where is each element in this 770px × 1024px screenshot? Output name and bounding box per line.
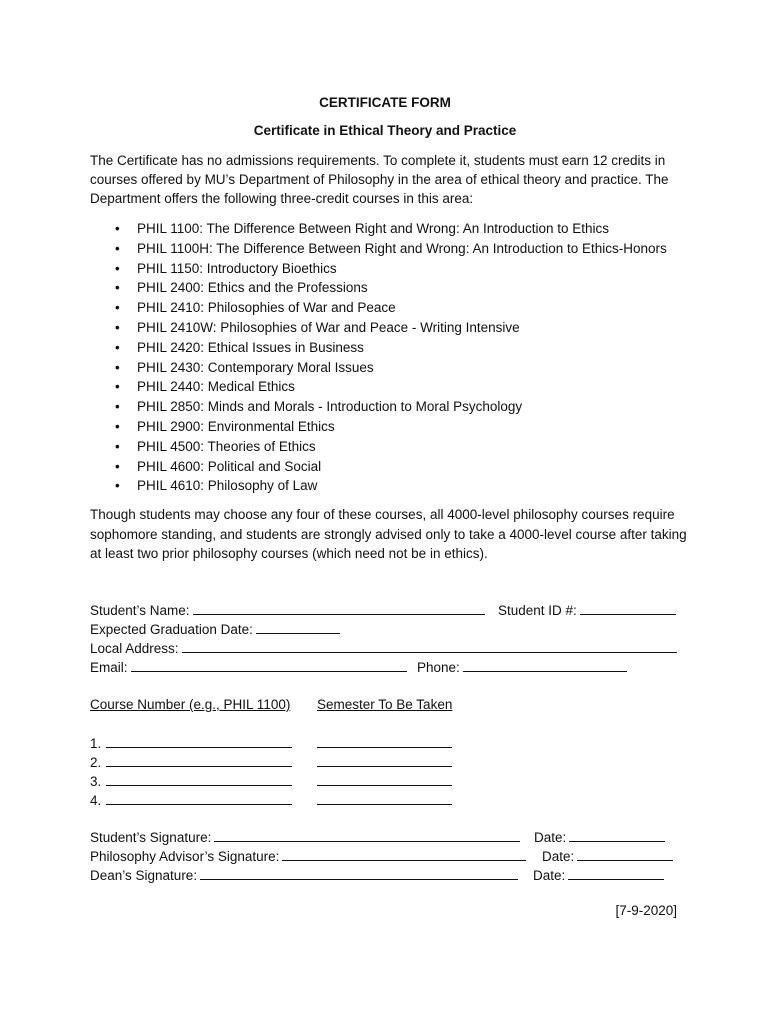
semester-field[interactable] [317, 752, 452, 767]
list-item [115, 437, 667, 457]
date-label: Date: [534, 830, 567, 845]
local-address-row [90, 638, 677, 657]
bullet-icon: • [115, 339, 120, 355]
list-item [115, 278, 667, 298]
date-label: Date: [542, 849, 575, 864]
form-title: CERTIFICATE FORM [319, 95, 451, 110]
course-number-field[interactable] [106, 733, 292, 748]
semester-field[interactable] [317, 790, 452, 805]
bullet-icon: • [115, 418, 120, 434]
bullet-icon: • [115, 280, 120, 296]
bullet-icon: • [115, 438, 120, 454]
course-label: PHIL 1100: The Difference Between Right and Wrong: An Introduction to Ethics [137, 221, 610, 236]
bullet-icon: • [115, 478, 120, 494]
semester-row [317, 771, 452, 790]
student-name-row [90, 600, 485, 619]
course-label: PHIL 2410: Philosophies of War and Peace [137, 300, 396, 316]
list-item [115, 358, 667, 378]
bullet-icon: • [115, 379, 120, 395]
advisor-signature-row [90, 846, 526, 865]
graduation-date-field[interactable] [256, 619, 340, 634]
course-row [90, 752, 292, 771]
dean-signature-row [90, 865, 518, 884]
email-row [90, 657, 407, 676]
local-address-label: Local Address: [90, 641, 179, 656]
course-label: PHIL 2420: Ethical Issues in Business [137, 339, 364, 355]
dean-signature-field[interactable] [200, 865, 518, 880]
list-item [115, 377, 667, 397]
bullet-icon: • [115, 458, 120, 474]
student-name-label: Student’s Name: [90, 603, 190, 618]
list-item [115, 239, 667, 259]
row-number: 4. [90, 793, 102, 808]
course-label: PHIL 4610: Philosophy of Law [137, 478, 318, 494]
student-signature-field[interactable] [214, 827, 520, 842]
list-item [115, 338, 667, 358]
student-date-field[interactable] [569, 827, 665, 842]
form-subtitle: Certificate in Ethical Theory and Practice [253, 123, 517, 138]
row-number: 3. [90, 774, 102, 789]
course-label: PHIL 2410W: Philosophies of War and Peace - Writing Intensive [137, 319, 520, 335]
graduation-date-row [90, 619, 340, 638]
advisor-signature-field[interactable] [282, 846, 526, 861]
course-list [115, 219, 667, 496]
local-address-field[interactable] [182, 638, 677, 653]
list-item [115, 219, 667, 239]
course-label: PHIL 1100H: The Difference Between Right and Wrong: An Introduction to Ethics-Honors [137, 240, 667, 256]
course-row [90, 790, 292, 809]
course-label: PHIL 2900: Environmental Ethics [137, 418, 335, 434]
row-number: 1. [90, 736, 102, 751]
bullet-icon: • [115, 319, 120, 335]
version-date: [7-9-2020] [615, 903, 677, 918]
student-signature-label: Student’s Signature: [90, 830, 212, 845]
bullet-icon: • [115, 260, 120, 276]
course-label: PHIL 4500: Theories of Ethics [137, 438, 316, 454]
student-id-label: Student ID #: [498, 603, 577, 618]
row-number: 2. [90, 755, 102, 770]
semester-header: Semester To Be Taken [317, 697, 453, 712]
bullet-icon: • [115, 399, 120, 415]
bullet-icon: • [115, 300, 120, 316]
course-row [90, 733, 292, 752]
course-label: PHIL 2850: Minds and Morals - Introduction to Moral Psychology [137, 399, 523, 415]
course-number-field[interactable] [106, 771, 292, 786]
course-label: PHIL 2430: Contemporary Moral Issues [137, 359, 374, 375]
course-label: PHIL 2400: Ethics and the Professions [137, 280, 368, 296]
email-label: Email: [90, 660, 128, 675]
phone-row [417, 657, 627, 676]
student-signature-row [90, 827, 520, 846]
intro-paragraph: The Certificate has no admissions requirements. To complete it, students must earn 12 credits in courses offered by MU’s Department of Philosophy in the area of ethical theory and practice. The Department offers the following three-credit courses in this area: [90, 153, 669, 206]
course-label: PHIL 2440: Medical Ethics [137, 379, 295, 395]
course-number-header: Course Number (e.g., PHIL 1100) [90, 697, 291, 712]
student-name-field[interactable] [193, 600, 485, 615]
student-id-row [498, 600, 676, 619]
list-item [115, 259, 667, 279]
advisor-signature-label: Philosophy Advisor’s Signature: [90, 849, 280, 864]
phone-field[interactable] [463, 657, 627, 672]
semester-field[interactable] [317, 733, 452, 748]
course-number-field[interactable] [106, 790, 292, 805]
semester-row [317, 752, 452, 771]
list-item [115, 397, 667, 417]
advisor-date-row [542, 846, 673, 865]
bullet-icon: • [115, 221, 120, 236]
student-id-field[interactable] [580, 600, 676, 615]
semester-row [317, 733, 452, 752]
list-item [115, 476, 667, 496]
dean-date-field[interactable] [568, 865, 664, 880]
course-label: PHIL 4600: Political and Social [137, 458, 322, 474]
dean-signature-label: Dean’s Signature: [90, 868, 198, 883]
student-date-row [534, 827, 665, 846]
list-item [115, 417, 667, 437]
list-item [115, 457, 667, 477]
dean-date-row [533, 865, 664, 884]
bullet-icon: • [115, 240, 120, 256]
advisory-note: Though students may choose any four of these courses, all 4000-level philosophy courses require sophomore standing, and students are strongly advised only to take a 4000-level course after taking at least two prior philosophy courses (which need not be in ethics). [90, 507, 687, 561]
semester-row [317, 790, 452, 809]
course-row [90, 771, 292, 790]
advisor-date-field[interactable] [577, 846, 673, 861]
course-number-field[interactable] [106, 752, 292, 767]
course-label: PHIL 1150: Introductory Bioethics [137, 260, 337, 276]
list-item [115, 318, 667, 338]
graduation-date-label: Expected Graduation Date: [90, 622, 253, 637]
email-field[interactable] [131, 657, 407, 672]
phone-label: Phone: [417, 660, 460, 675]
bullet-icon: • [115, 359, 120, 375]
date-label: Date: [533, 868, 566, 883]
semester-field[interactable] [317, 771, 452, 786]
list-item [115, 298, 667, 318]
